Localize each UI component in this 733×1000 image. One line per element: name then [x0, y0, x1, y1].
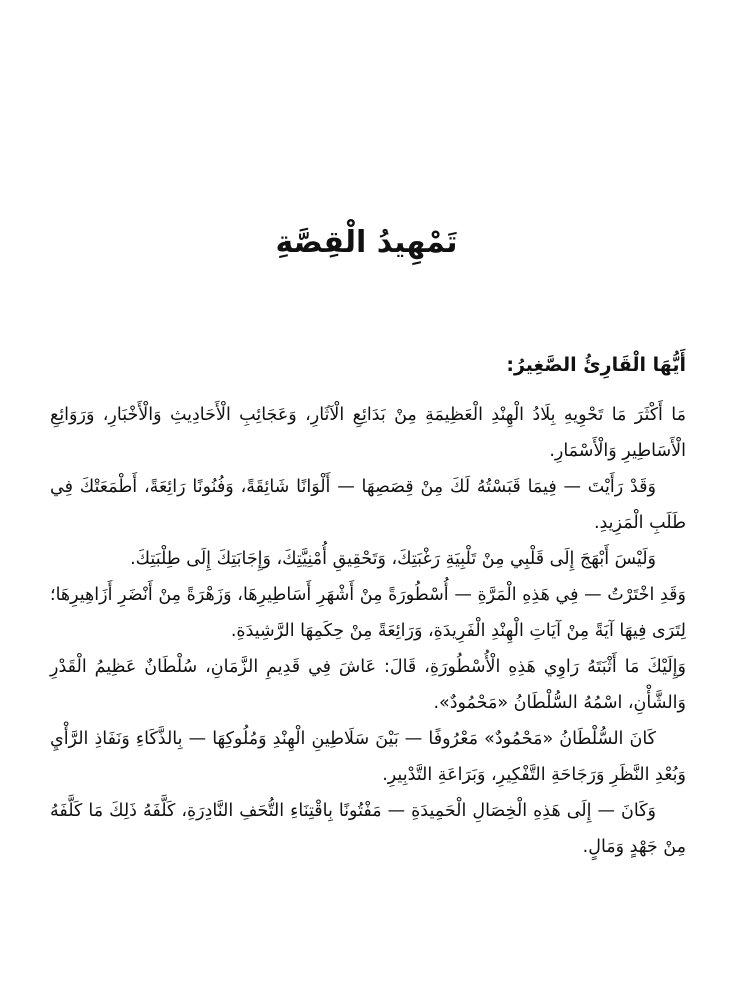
paragraph-6: كَانَ السُّلْطَانُ «مَحْمُودٌ» مَعْرُوفًا — بَيْنَ سَلَاطِينِ الْهِنْدِ وَمُلُوكِهَا — بِالذَّكَاءِ وَنَفَاذِ الرَّأْيِ وَبُعْدِ النَّظَرِ وَرَجَاحَةِ التَّفْكِيرِ، وَبَرَاعَةِ التَّدْبِيرِ. — [50, 729, 686, 785]
paragraph-3: وَلَيْسَ أَبْهَجَ إِلَى قَلْبِي مِنْ تَلْبِيَةِ رَغْبَتِكَ، وَتَحْقِيقِ أُمْنِيَّتِكَ، وَإِجَابَتِكَ إِلَى طِلْبَتِكَ. — [130, 549, 656, 569]
reader-greeting: أَيُّهَا الْقَارِئُ الصَّغِيرُ: — [506, 354, 686, 376]
paragraph-1: مَا أَكْثَرَ مَا تَحْوِيهِ بِلَادُ الْهِنْدِ الْعَظِيمَةِ مِنْ بَدَائِعِ الْآثَارِ، وَعَجَائِبِ الْأَحَادِيثِ وَالْأَخْبَارِ، وَرَوَائِعِ الْأَسَاطِيرِ وَالْأَسْمَارِ. — [50, 405, 686, 461]
paragraph-2: وَقَدْ رَأَيْتَ — فِيمَا قَبَسْتُهُ لَكَ مِنْ قِصَصِهَا — أَلْوَانًا شَائِقَةً، وَفُنُونًا رَائِعَةً، أَطْمَعَتْكَ فِي طَلَبِ الْمَزِيدِ. — [50, 477, 686, 533]
paragraph-4: وَقَدِ اخْتَرْتُ — فِي هَذِهِ الْمَرَّةِ — أُسْطُورَةً مِنْ أَشْهَرِ أَسَاطِيرِهَا، وَزَهْرَةً مِنْ أَنْضَرِ أَزَاهِيرِهَا؛ لِتَرَى فِيهَا آيَةً مِنْ آيَاتِ الْهِنْدِ الْفَرِيدَةِ، وَرَائِعَةً مِنْ حِكَمِهَا الرَّشِيدَةِ. — [50, 585, 686, 641]
paragraph-5: وَإِلَيْكَ مَا أَثْبَتَهُ رَاوِي هَذِهِ الْأُسْطُورَةِ، قَالَ: عَاشَ فِي قَدِيمِ الزَّمَانِ، سُلْطَانٌ عَظِيمُ الْقَدْرِ وَالشَّأْنِ، اسْمُهُ السُّلْطَانُ «مَحْمُودٌ». — [50, 657, 686, 713]
paragraph-7: وَكَانَ — إِلَى هَذِهِ الْخِصَالِ الْحَمِيدَةِ — مَفْتُونًا بِاقْتِنَاءِ التُّحَفِ النَّادِرَةِ، كَلَّفَهُ ذَلِكَ مَا كَلَّفَهُ مِنْ جَهْدٍ وَمَالٍ. — [50, 801, 686, 857]
chapter-body — [50, 345, 686, 865]
chapter-title: تَمْهِيدُ الْقِصَّةِ — [275, 225, 458, 261]
